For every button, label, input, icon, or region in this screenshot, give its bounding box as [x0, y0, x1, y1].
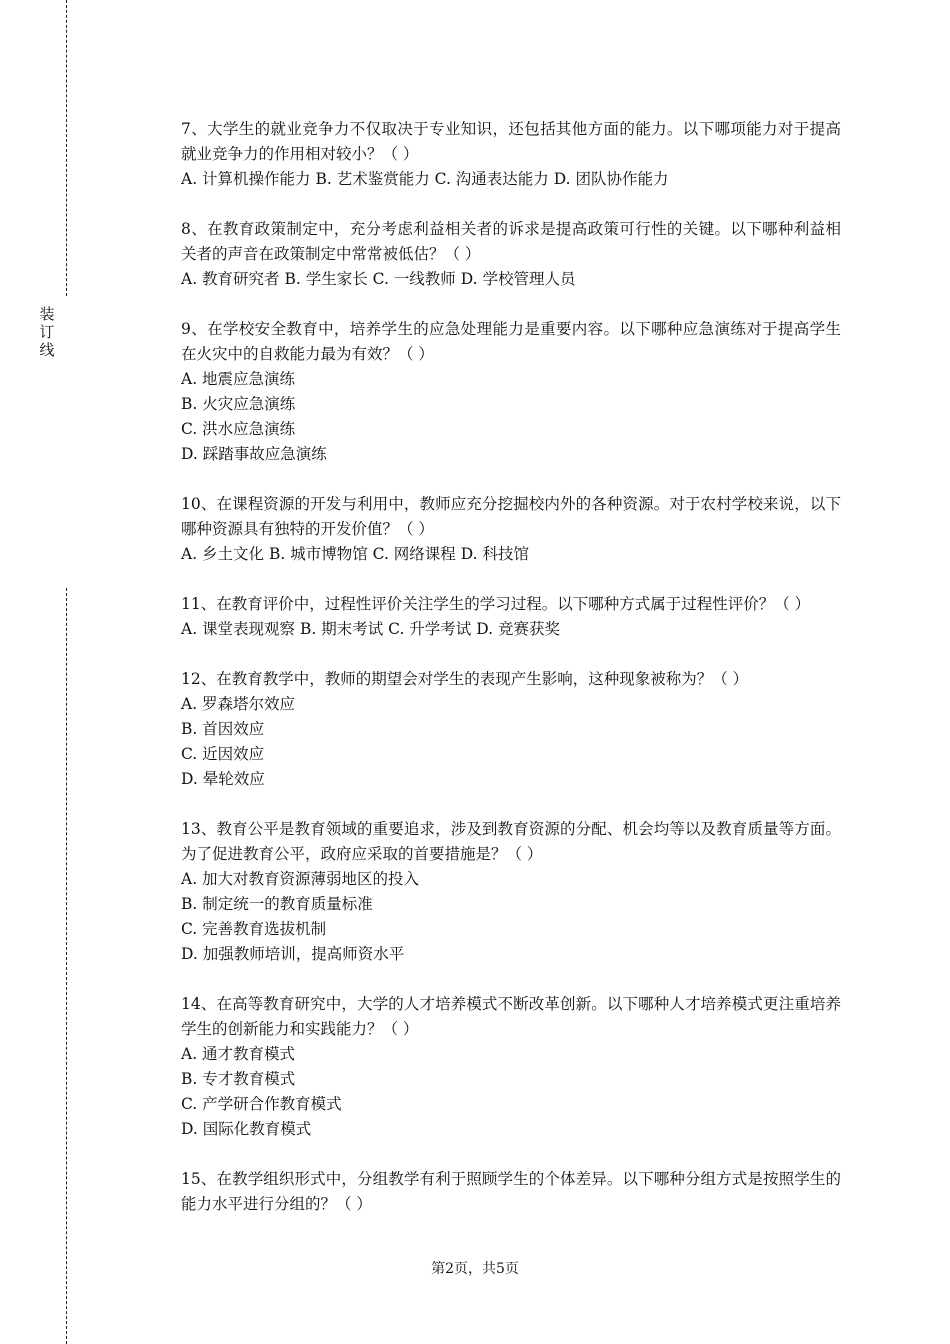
question-7	[181, 117, 841, 192]
question-10	[181, 492, 841, 567]
page-footer: 第2页，共5页	[431, 1261, 519, 1277]
option-d: D. 加强教师培训，提高师资水平	[181, 945, 405, 963]
option-a: A. 通才教育模式	[181, 1045, 296, 1063]
question-stem: 9、在学校安全教育中，培养学生的应急处理能力是重要内容。以下哪种应急演练对于提高学生在火灾中的自救能力最为有效？（ ）	[181, 320, 841, 363]
option-c: C. 洪水应急演练	[181, 420, 296, 438]
option-b: B. 制定统一的教育质量标准	[181, 895, 373, 913]
option-d: D. 踩踏事故应急演练	[181, 445, 327, 463]
binding-char: 装	[39, 305, 55, 323]
option-c: C. 完善教育选拔机制	[181, 920, 327, 938]
question-11	[181, 592, 841, 642]
option-a: A. 罗森塔尔效应	[181, 695, 296, 713]
option-a: A. 地震应急演练	[181, 370, 296, 388]
option-b: B. 首因效应	[181, 720, 265, 738]
option-b: B. 专才教育模式	[181, 1070, 296, 1088]
binding-label	[37, 305, 57, 359]
question-stem: 8、在教育政策制定中，充分考虑利益相关者的诉求是提高政策可行性的关键。以下哪种利益相关者的声音在政策制定中常常被低估？（ ）	[181, 220, 841, 263]
question-13	[181, 817, 841, 967]
binding-char: 订	[39, 323, 55, 341]
binding-dashed-line-top	[66, 0, 67, 296]
question-12	[181, 667, 841, 792]
question-14	[181, 992, 841, 1142]
binding-dashed-line-bottom	[66, 588, 67, 1344]
question-options: A. 计算机操作能力 B. 艺术鉴赏能力 C. 沟通表达能力 D. 团队协作能力	[181, 170, 669, 188]
question-stem: 7、大学生的就业竞争力不仅取决于专业知识，还包括其他方面的能力。以下哪项能力对于提高就业竞争力的作用相对较小？（ ）	[181, 120, 841, 163]
question-stem: 11、在教育评价中，过程性评价关注学生的学习过程。以下哪种方式属于过程性评价？（ ）	[181, 595, 811, 613]
question-15	[181, 1167, 841, 1217]
question-8	[181, 217, 841, 292]
option-c: C. 近因效应	[181, 745, 265, 763]
question-options: A. 课堂表现观察 B. 期末考试 C. 升学考试 D. 竞赛获奖	[181, 620, 560, 638]
binding-char: 线	[39, 341, 55, 359]
question-stem: 10、在课程资源的开发与利用中，教师应充分挖掘校内外的各种资源。对于农村学校来说，以下哪种资源具有独特的开发价值？（ ）	[181, 495, 841, 538]
option-d: D. 晕轮效应	[181, 770, 265, 788]
question-options: A. 教育研究者 B. 学生家长 C. 一线教师 D. 学校管理人员	[181, 270, 576, 288]
question-stem: 15、在教学组织形式中，分组教学有利于照顾学生的个体差异。以下哪种分组方式是按照学生的能力水平进行分组的？（ ）	[181, 1170, 841, 1213]
question-list	[181, 117, 841, 1242]
question-options: A. 乡土文化 B. 城市博物馆 C. 网络课程 D. 科技馆	[181, 545, 529, 563]
question-9	[181, 317, 841, 467]
question-stem: 12、在教育教学中，教师的期望会对学生的表现产生影响，这种现象被称为？（ ）	[181, 670, 749, 688]
option-d: D. 国际化教育模式	[181, 1120, 312, 1138]
option-b: B. 火灾应急演练	[181, 395, 296, 413]
question-stem: 13、教育公平是教育领域的重要追求，涉及到教育资源的分配、机会均等以及教育质量等方面。为了促进教育公平，政府应采取的首要措施是？（ ）	[181, 820, 841, 863]
option-a: A. 加大对教育资源薄弱地区的投入	[181, 870, 420, 888]
option-c: C. 产学研合作教育模式	[181, 1095, 342, 1113]
question-stem: 14、在高等教育研究中，大学的人才培养模式不断改革创新。以下哪种人才培养模式更注重培养学生的创新能力和实践能力？（ ）	[181, 995, 841, 1038]
